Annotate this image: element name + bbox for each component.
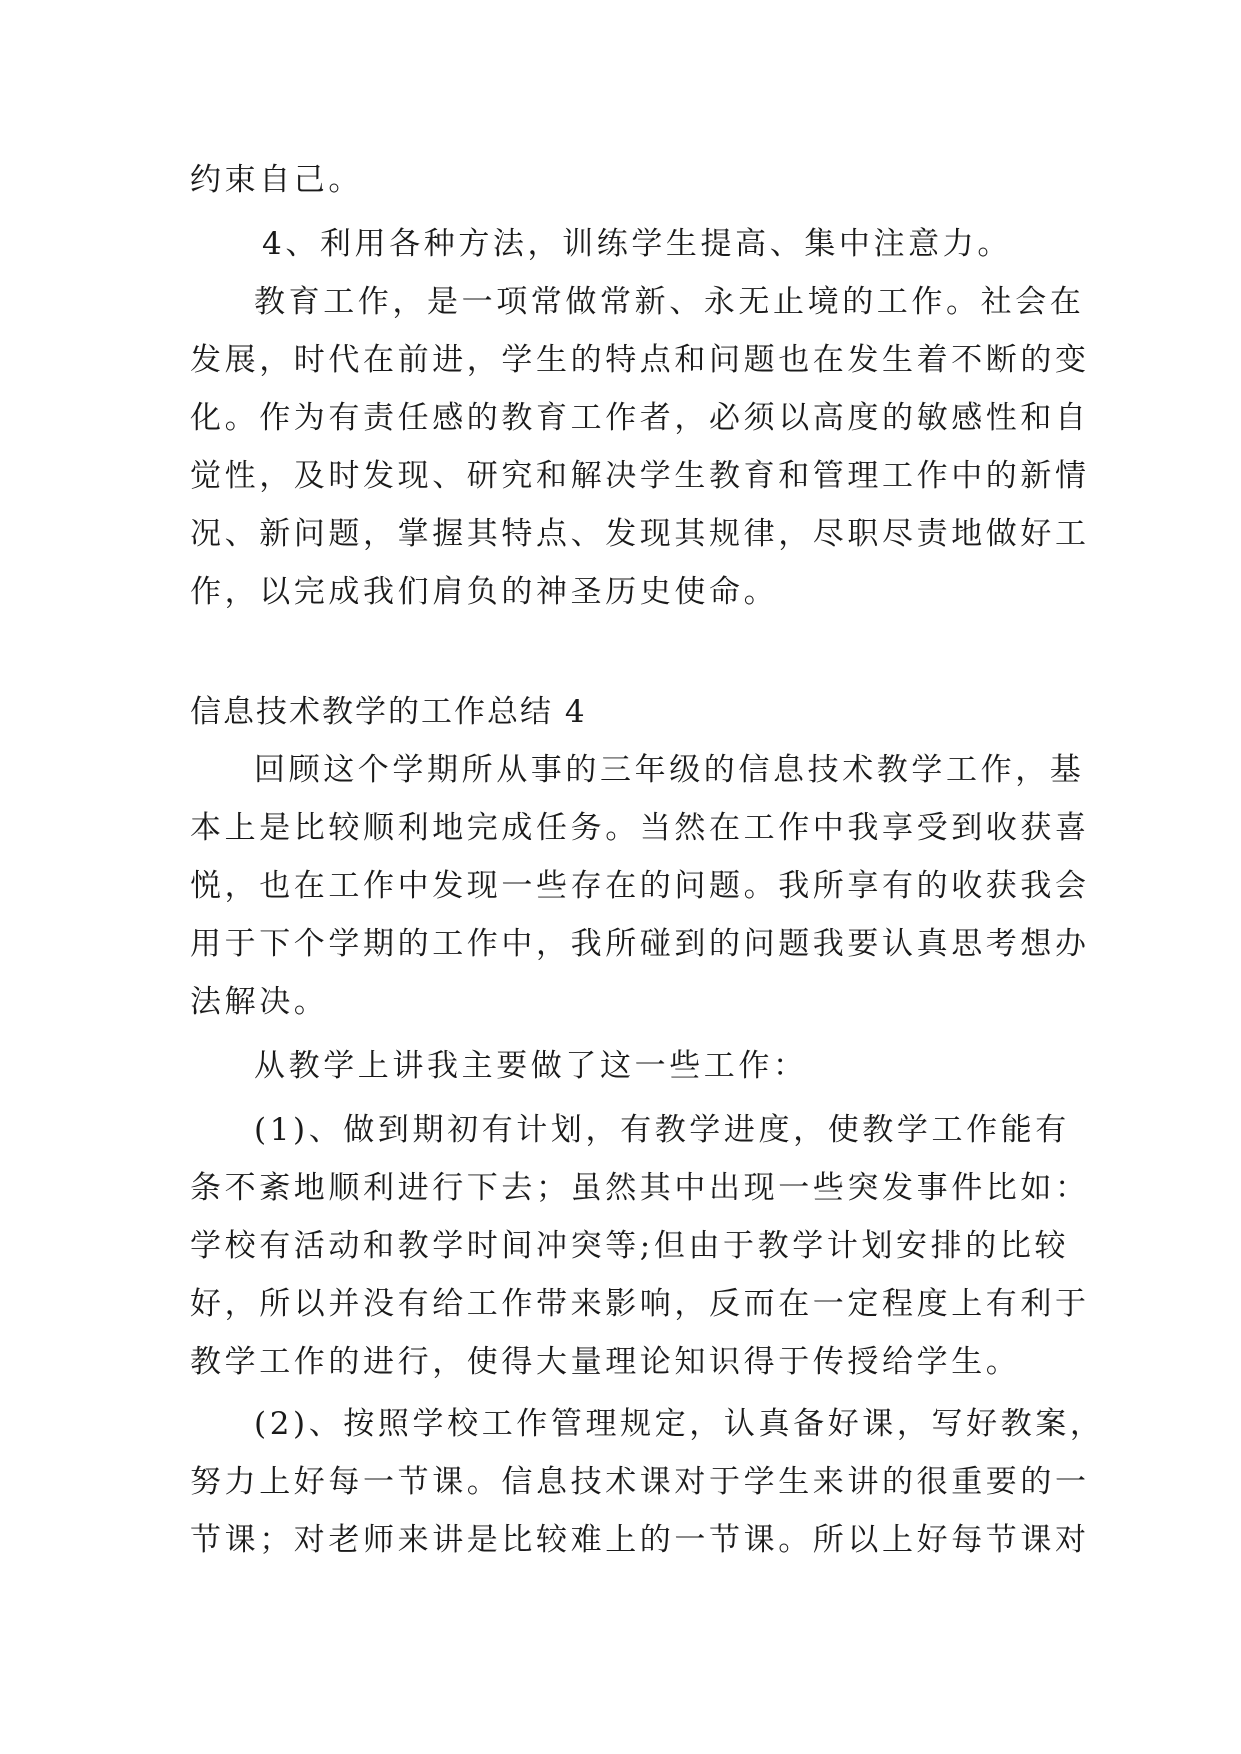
paragraph-line: 法解决。 <box>190 984 329 1020</box>
paragraph-line: 教学工作的进行，使得大量理论知识得于传授给学生。 <box>190 1344 1021 1380</box>
paragraph-line: 从教学上讲我主要做了这一些工作： <box>254 1048 808 1084</box>
section-title: 信息技术教学的工作总结 4 <box>190 694 587 730</box>
paragraph-line: 作，以完成我们肩负的神圣历史使命。 <box>190 574 779 610</box>
paragraph-line: 回顾这个学期所从事的三年级的信息技术教学工作，基 <box>254 752 1085 788</box>
paragraph-line: 悦，也在工作中发现一些存在的问题。我所享有的收获我会 <box>190 868 1090 904</box>
paragraph-line: (1)、做到期初有计划，有教学进度，使教学工作能有 <box>254 1112 1070 1148</box>
paragraph-line: 好，所以并没有给工作带来影响，反而在一定程度上有利于 <box>190 1286 1090 1322</box>
list-item-4: 4、利用各种方法，训练学生提高、集中注意力。 <box>262 226 1012 262</box>
paragraph-line: 本上是比较顺利地完成任务。当然在工作中我享受到收获喜 <box>190 810 1090 846</box>
paragraph-line: 况、新问题，掌握其特点、发现其规律，尽职尽责地做好工 <box>190 516 1090 552</box>
text-line: 约束自己。 <box>190 162 363 198</box>
paragraph-line: 用于下个学期的工作中，我所碰到的问题我要认真思考想办 <box>190 926 1090 962</box>
paragraph-line: (2)、按照学校工作管理规定，认真备好课，写好教案， <box>254 1406 1105 1442</box>
paragraph-line: 条不紊地顺利进行下去；虽然其中出现一些突发事件比如： <box>190 1170 1090 1206</box>
paragraph-line: 化。作为有责任感的教育工作者，必须以高度的敏感性和自 <box>190 400 1090 436</box>
paragraph-line: 学校有活动和教学时间冲突等;但由于教学计划安排的比较 <box>190 1228 1070 1264</box>
paragraph-line: 努力上好每一节课。信息技术课对于学生来讲的很重要的一 <box>190 1464 1090 1500</box>
paragraph-line: 发展，时代在前进，学生的特点和问题也在发生着不断的变 <box>190 342 1090 378</box>
paragraph-line: 节课；对老师来讲是比较难上的一节课。所以上好每节课对 <box>190 1522 1090 1558</box>
paragraph-line: 教育工作，是一项常做常新、永无止境的工作。社会在 <box>254 284 1085 320</box>
paragraph-line: 觉性，及时发现、研究和解决学生教育和管理工作中的新情 <box>190 458 1090 494</box>
